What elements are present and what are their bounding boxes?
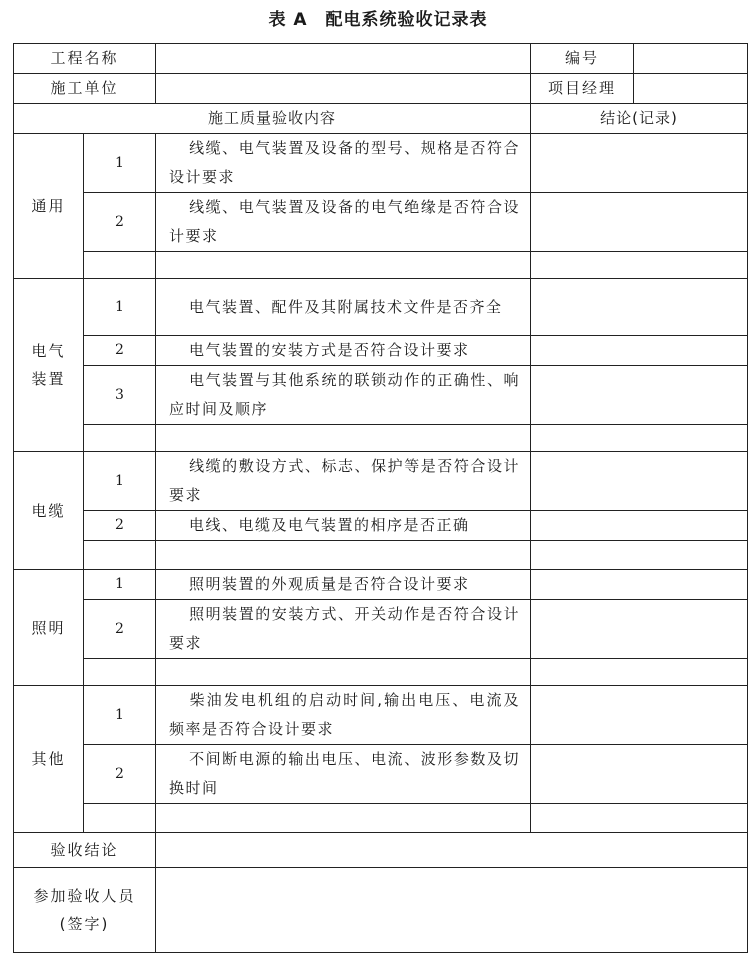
item-content: 电气装置的安装方式是否符合设计要求: [156, 336, 531, 366]
item-number: 2: [84, 600, 156, 659]
item-conclusion-field[interactable]: [531, 452, 748, 511]
table-label: 表 A: [268, 10, 308, 30]
category-electrical-devices-text: 电气装置: [31, 342, 66, 388]
blank-number-cell: [84, 541, 156, 570]
item-conclusion-field[interactable]: [531, 134, 748, 193]
category-general: 通用: [14, 134, 84, 279]
project-manager-field[interactable]: [634, 74, 748, 104]
blank-number-cell: [84, 252, 156, 279]
item-conclusion-field[interactable]: [531, 425, 748, 452]
item-number: 2: [84, 193, 156, 252]
category-electrical-devices: [14, 279, 84, 452]
item-content: 电气装置、配件及其附属技术文件是否齐全: [156, 279, 531, 336]
item-conclusion-field[interactable]: [531, 659, 748, 686]
item-conclusion-field[interactable]: [531, 745, 748, 804]
participants-label: [14, 868, 156, 953]
number-field[interactable]: [634, 44, 748, 74]
number-label: 编号: [531, 44, 634, 74]
item-content: 不间断电源的输出电压、电流、波形参数及切换时间: [156, 745, 531, 804]
acceptance-conclusion-field[interactable]: [156, 833, 748, 868]
participants-signature-field[interactable]: [156, 868, 748, 953]
form-title: [0, 5, 756, 30]
item-conclusion-field[interactable]: [531, 600, 748, 659]
blank-content-cell[interactable]: [156, 804, 531, 833]
item-conclusion-field[interactable]: [531, 336, 748, 366]
item-content: 照明装置的安装方式、开关动作是否符合设计要求: [156, 600, 531, 659]
item-content: 照明装置的外观质量是否符合设计要求: [156, 570, 531, 600]
blank-content-cell[interactable]: [156, 425, 531, 452]
item-content: 线缆的敷设方式、标志、保护等是否符合设计要求: [156, 452, 531, 511]
item-conclusion-field[interactable]: [531, 193, 748, 252]
item-conclusion-field[interactable]: [531, 279, 748, 336]
acceptance-conclusion-label: 验收结论: [14, 833, 156, 868]
participants-label-line1: 参加验收人员: [33, 887, 136, 905]
item-conclusion-field[interactable]: [531, 570, 748, 600]
category-lighting: 照明: [14, 570, 84, 686]
blank-number-cell: [84, 425, 156, 452]
item-number: 1: [84, 279, 156, 336]
blank-content-cell[interactable]: [156, 659, 531, 686]
item-conclusion-field[interactable]: [531, 252, 748, 279]
item-conclusion-field[interactable]: [531, 366, 748, 425]
content-header: 施工质量验收内容: [14, 104, 531, 134]
item-conclusion-field[interactable]: [531, 686, 748, 745]
item-number: 3: [84, 366, 156, 425]
category-cable: 电缆: [14, 452, 84, 570]
construction-unit-label: 施工单位: [14, 74, 156, 104]
item-number: 1: [84, 686, 156, 745]
construction-unit-field[interactable]: [156, 74, 531, 104]
item-content: 柴油发电机组的启动时间,输出电压、电流及频率是否符合设计要求: [156, 686, 531, 745]
item-conclusion-field[interactable]: [531, 511, 748, 541]
item-conclusion-field[interactable]: [531, 804, 748, 833]
item-number: 2: [84, 336, 156, 366]
item-number: 1: [84, 134, 156, 193]
item-conclusion-field[interactable]: [531, 541, 748, 570]
item-number: 1: [84, 570, 156, 600]
blank-number-cell: [84, 804, 156, 833]
blank-content-cell[interactable]: [156, 541, 531, 570]
item-content: 电线、电缆及电气装置的相序是否正确: [156, 511, 531, 541]
project-name-field[interactable]: [156, 44, 531, 74]
item-content: 线缆、电气装置及设备的电气绝缘是否符合设计要求: [156, 193, 531, 252]
participants-label-line2: (签字): [59, 915, 110, 933]
conclusion-header: 结论(记录): [531, 104, 748, 134]
category-other: 其他: [14, 686, 84, 833]
item-number: 2: [84, 511, 156, 541]
item-content: 线缆、电气装置及设备的型号、规格是否符合设计要求: [156, 134, 531, 193]
item-number: 1: [84, 452, 156, 511]
item-content: 电气装置与其他系统的联锁动作的正确性、响应时间及顺序: [156, 366, 531, 425]
project-manager-label: 项目经理: [531, 74, 634, 104]
item-number: 2: [84, 745, 156, 804]
blank-content-cell[interactable]: [156, 252, 531, 279]
acceptance-record-table: [13, 43, 748, 953]
project-name-label: 工程名称: [14, 44, 156, 74]
table-title-text: 配电系统验收记录表: [325, 10, 488, 30]
blank-number-cell: [84, 659, 156, 686]
